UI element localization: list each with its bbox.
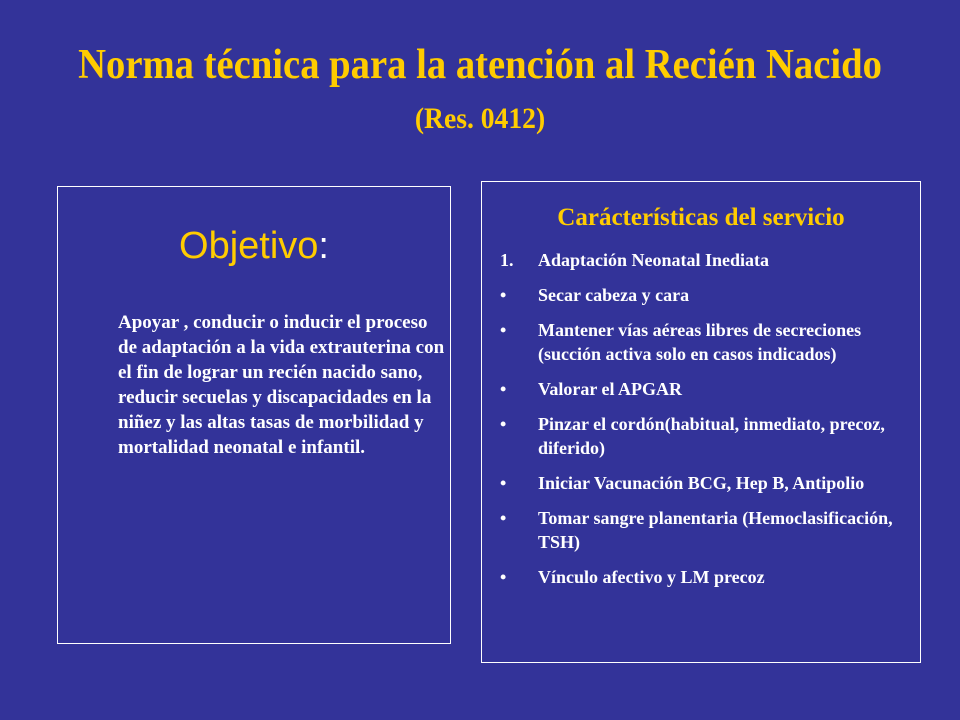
list-item-text: Iniciar Vacunación BCG, Hep B, Antipolio bbox=[538, 473, 865, 493]
list-item bbox=[500, 377, 910, 401]
list-item-text: Adaptación Neonatal Inediata bbox=[538, 250, 770, 270]
caracteristicas-heading: Carácterísticas del servicio bbox=[557, 204, 845, 231]
caracteristicas-list bbox=[500, 248, 910, 600]
bullet-icon: • bbox=[500, 414, 507, 434]
list-item bbox=[500, 248, 910, 272]
list-item-text: Vínculo afectivo y LM precoz bbox=[538, 567, 765, 587]
list-item bbox=[500, 471, 910, 495]
list-item bbox=[500, 318, 910, 366]
list-item bbox=[500, 565, 910, 589]
bullet-icon: • bbox=[500, 379, 507, 399]
list-item-text: Mantener vías aéreas libres de secreciones (succión activa solo en casos indicados) bbox=[538, 320, 862, 364]
list-item bbox=[500, 506, 910, 554]
objetivo-heading bbox=[58, 225, 450, 268]
list-item-text: Pinzar el cordón(habitual, inmediato, precoz, diferido) bbox=[538, 414, 885, 458]
list-item-text: Tomar sangre planentaria (Hemoclasificación, TSH) bbox=[538, 508, 893, 552]
list-item-text: Secar cabeza y cara bbox=[538, 285, 690, 305]
bullet-icon: • bbox=[500, 567, 507, 587]
objetivo-heading-text: Objetivo bbox=[179, 225, 319, 267]
list-marker: 1. bbox=[500, 250, 514, 270]
objetivo-heading-colon: : bbox=[318, 225, 329, 267]
slide-title-resolution: (Res. 0412) bbox=[414, 102, 546, 135]
bullet-icon: • bbox=[500, 508, 507, 528]
slide-title bbox=[75, 40, 885, 144]
bullet-icon: • bbox=[500, 473, 507, 493]
slide-title-main: Norma técnica para la atención al Recién Nacido bbox=[78, 42, 882, 88]
objetivo-panel bbox=[57, 186, 451, 644]
bullet-icon: • bbox=[500, 320, 507, 340]
list-item-text: Valorar el APGAR bbox=[538, 379, 682, 399]
caracteristicas-panel bbox=[481, 181, 921, 663]
bullet-icon: • bbox=[500, 285, 507, 305]
list-item bbox=[500, 283, 910, 307]
list-item bbox=[500, 412, 910, 460]
objetivo-body: Apoyar , conducir o inducir el proceso de adaptación a la vida extrauterina con el fin de lograr un recién nacido sano, reducir secuelas y discapacidades en la niñez y las altas tasas de morbilidad y mortalidad neonatal e infantil. bbox=[118, 312, 445, 458]
